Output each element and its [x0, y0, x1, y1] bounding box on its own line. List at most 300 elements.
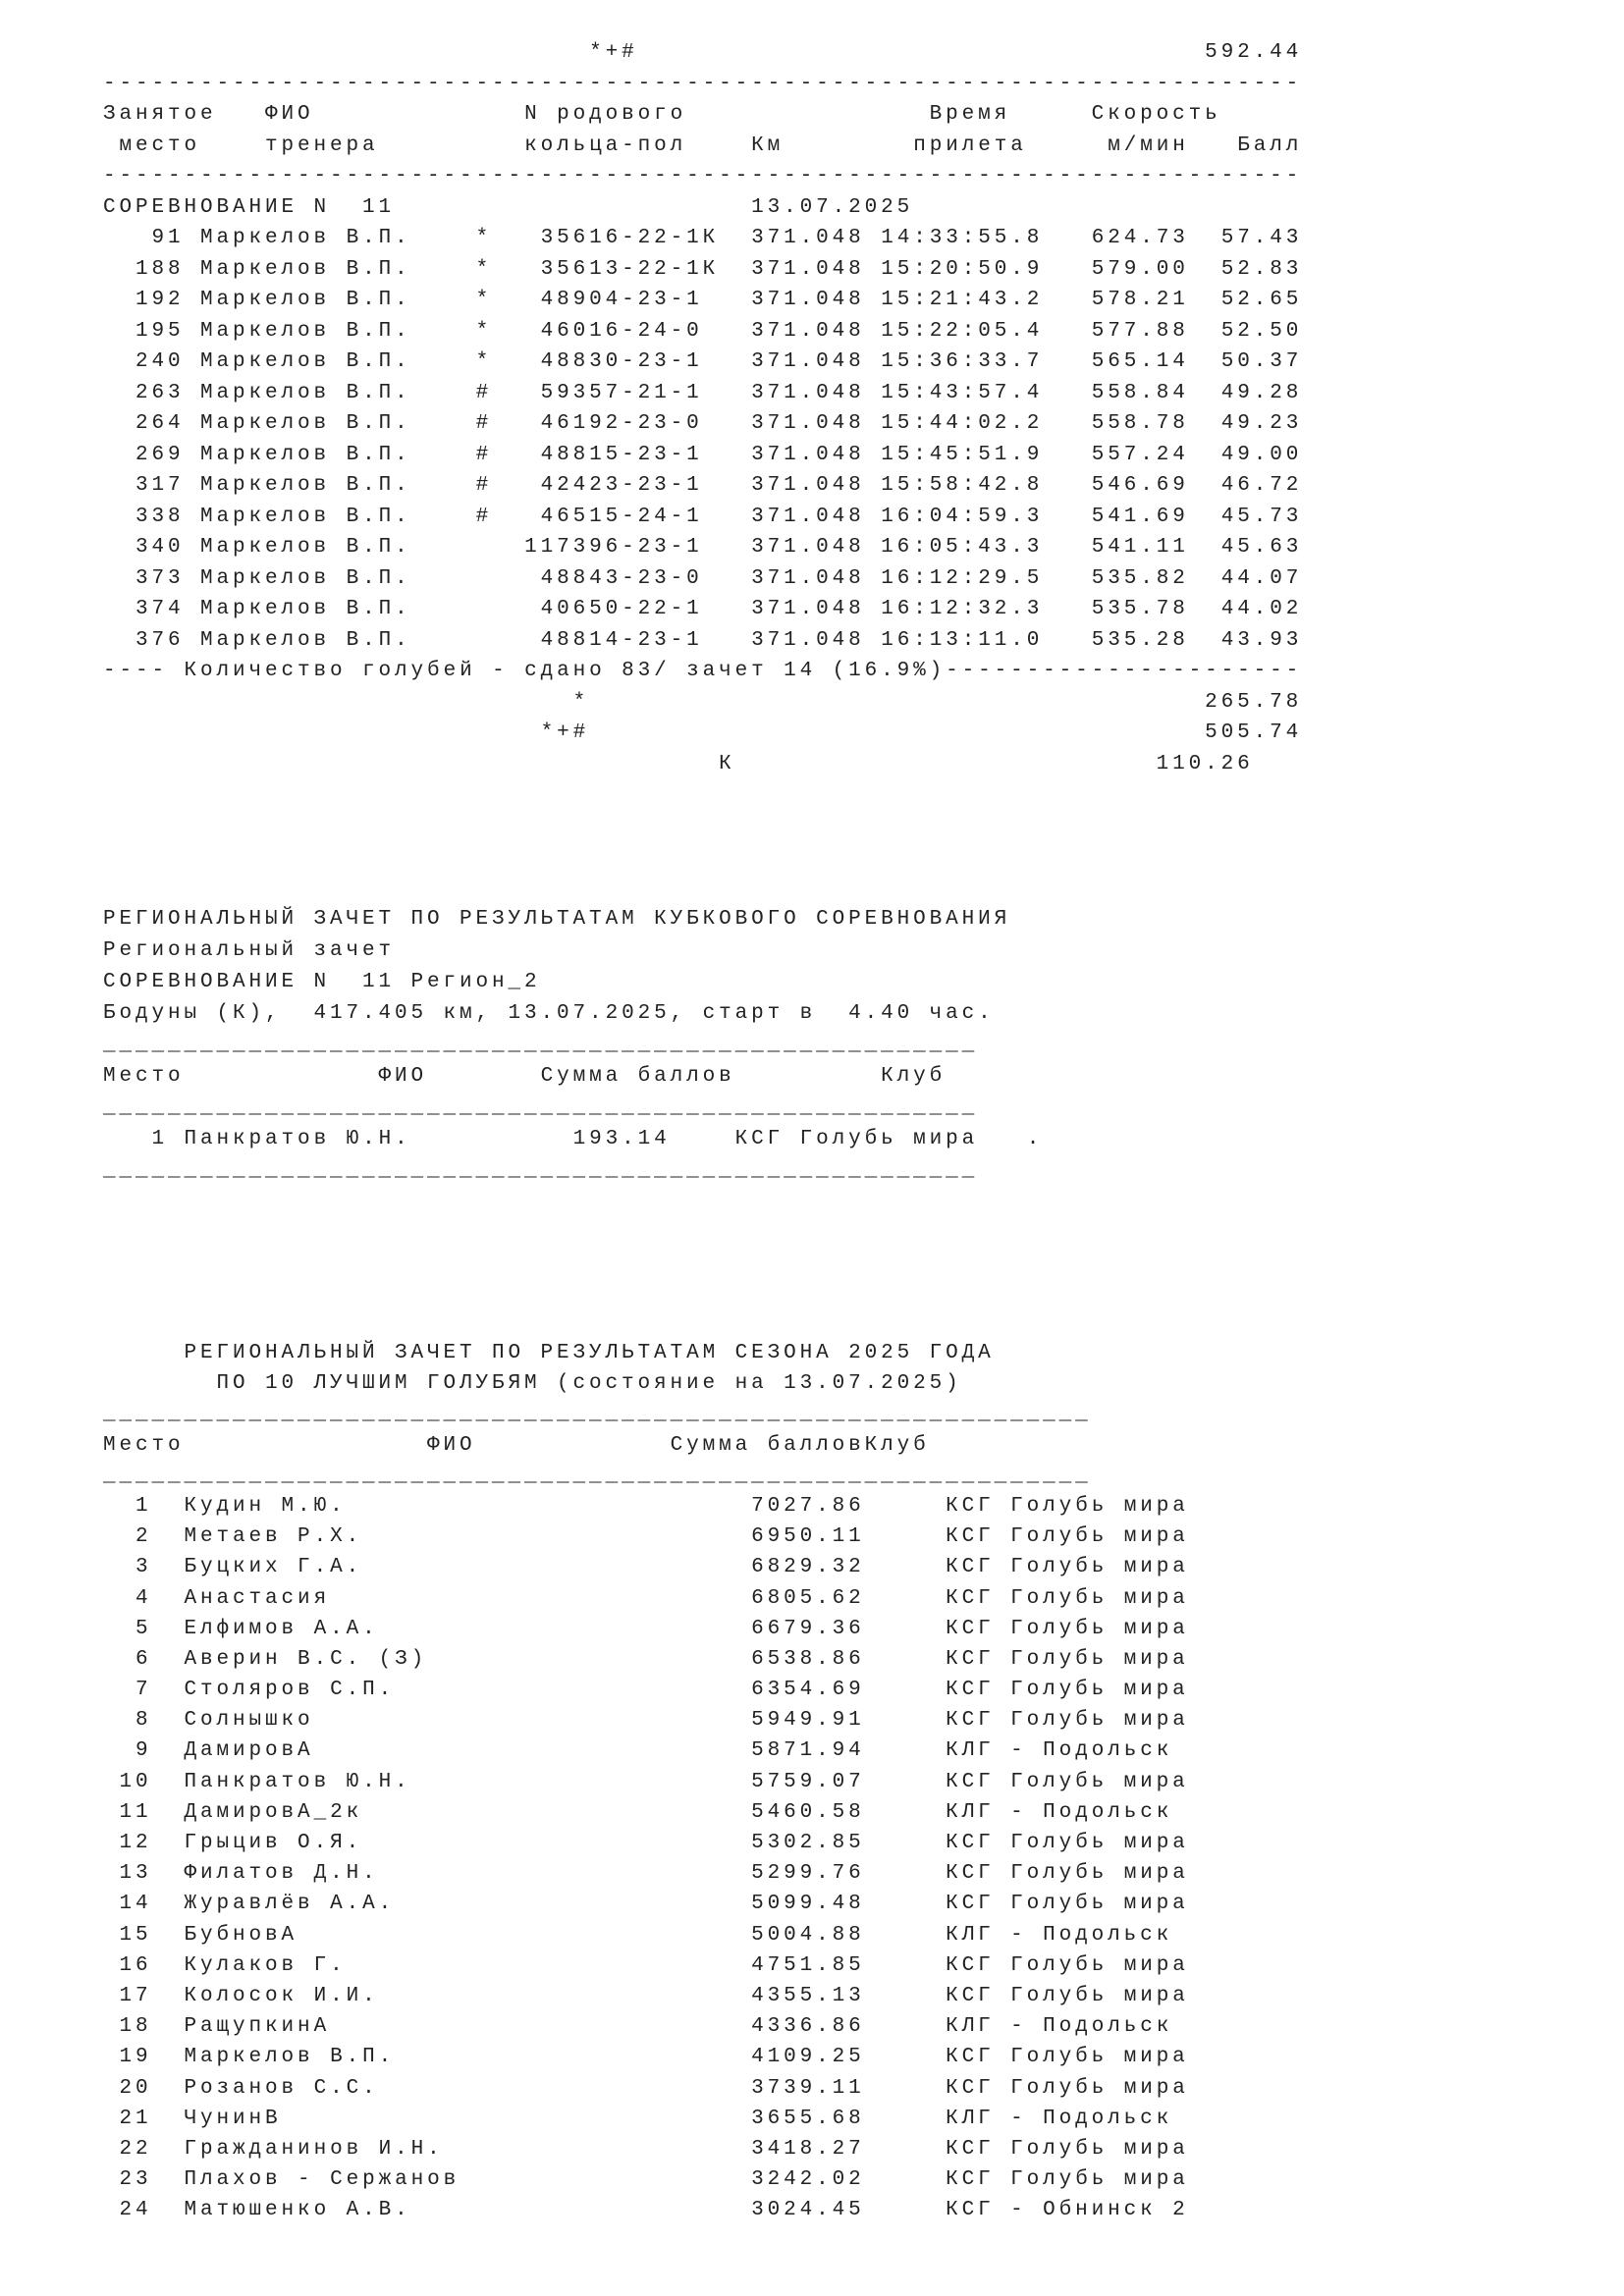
place-cell: 340 — [135, 536, 185, 559]
sum-cell: 4336.86 — [751, 2015, 865, 2039]
club-cell: КСГ Голубь мира — [946, 2046, 1189, 2069]
header-fio: тренера — [265, 133, 379, 157]
header-place: Занятое — [103, 103, 217, 126]
sum-cell: 3739.11 — [751, 2076, 865, 2100]
trainer-cell: Маркелов В.П. — [200, 505, 411, 528]
place-cell: 23 — [119, 2168, 152, 2192]
club-cell: КСГ Голубь мира — [946, 2137, 1189, 2161]
arrival-time-cell: 16:13:11.0 — [881, 628, 1044, 652]
sum-cell: 5099.48 — [751, 1893, 865, 1916]
result-row — [103, 1644, 1624, 1675]
place-cell: 16 — [119, 1953, 152, 1977]
fio-cell: Плахов - Сержанов — [184, 2168, 460, 2192]
total-mark: К — [719, 752, 735, 775]
fio-cell: Гражданинов И.Н. — [184, 2137, 444, 2161]
total-mark: *+# — [540, 721, 590, 744]
competition-name: СОРЕВНОВАНИЕ N 11 — [103, 195, 396, 219]
sum-cell: 5759.07 — [751, 1770, 865, 1793]
total-mark: * — [572, 690, 590, 714]
sum-cell: 6829.32 — [751, 1556, 865, 1579]
note-cell: . — [1026, 1128, 1044, 1150]
place-cell: 373 — [135, 566, 185, 590]
place-cell: 13 — [119, 1862, 152, 1886]
total-line — [103, 749, 1624, 780]
sum-cell: 5460.58 — [751, 1800, 865, 1824]
result-row — [103, 502, 1624, 533]
speed-cell: 535.78 — [1091, 598, 1189, 620]
distance-cell: 371.048 — [751, 536, 865, 559]
total-value: 265.78 — [1205, 690, 1303, 714]
ring-cell: 48814-23-1 — [540, 628, 703, 652]
fio-cell: Анастасия — [184, 1586, 331, 1610]
result-row — [103, 2164, 1624, 2195]
result-row — [103, 1614, 1624, 1644]
header-club: Клуб — [881, 1065, 947, 1088]
club-cell: КСГ Голубь мира — [946, 1556, 1189, 1579]
arrival-time-cell: 16:12:29.5 — [881, 566, 1044, 590]
club-cell: КСГ Голубь мира — [946, 1586, 1189, 1610]
result-row — [103, 470, 1624, 502]
place-cell: 338 — [135, 505, 185, 528]
place-cell: 15 — [119, 1923, 152, 1947]
place-cell: 12 — [119, 1832, 152, 1854]
section-subtitle: ПО 10 ЛУЧШИМ ГОЛУБЯМ (состояние на 13.07.2025) — [216, 1372, 962, 1396]
points-cell: 52.50 — [1220, 319, 1303, 343]
mark-cell: * — [475, 289, 493, 311]
mark-cell: # — [475, 412, 493, 435]
club-cell: КСГ Голубь мира — [946, 1984, 1189, 2007]
header-speed: м/мин — [1108, 133, 1189, 157]
speed-cell: 541.69 — [1091, 505, 1189, 528]
place-cell: 10 — [119, 1770, 152, 1793]
points-cell: 49.28 — [1220, 381, 1303, 404]
distance-cell: 371.048 — [751, 381, 865, 404]
ring-cell: 46192-23-0 — [540, 412, 703, 435]
trainer-cell: Маркелов В.П. — [200, 381, 411, 404]
fio-cell: Кудин М.Ю. — [184, 1494, 347, 1518]
place-cell: 188 — [135, 257, 185, 281]
place-cell: 91 — [151, 227, 185, 249]
trainer-cell: Маркелов В.П. — [200, 443, 411, 466]
result-row — [103, 223, 1624, 254]
ring-cell: 48843-23-0 — [540, 566, 703, 590]
result-row — [103, 1522, 1624, 1552]
header-fio: ФИО — [265, 103, 314, 126]
place-cell: 22 — [119, 2137, 152, 2161]
distance-cell: 371.048 — [751, 350, 865, 373]
result-row — [103, 2134, 1624, 2164]
ring-cell: 40650-22-1 — [540, 598, 703, 620]
header-place: Место — [103, 1065, 185, 1088]
result-row — [103, 1675, 1624, 1705]
fio-cell: Кулаков Г. — [184, 1953, 347, 1977]
place-cell: 317 — [135, 474, 185, 497]
club-cell: КСГ Голубь мира — [734, 1128, 979, 1150]
sum-cell: 5302.85 — [751, 1832, 865, 1854]
place-cell: 1 — [135, 1494, 152, 1518]
page-total-marks: *+# — [589, 41, 638, 64]
result-row — [103, 440, 1624, 471]
result-row — [103, 347, 1624, 378]
arrival-time-cell: 15:36:33.7 — [881, 350, 1044, 373]
fio-cell: ДамировА_2к — [184, 1800, 363, 1824]
club-cell: КСГ Голубь мира — [946, 1709, 1189, 1733]
sum-cell: 5299.76 — [751, 1862, 865, 1886]
sum-cell: 4109.25 — [751, 2046, 865, 2069]
header-km: Км — [751, 133, 785, 157]
fio-cell: Панкратов Ю.Н. — [184, 1770, 411, 1793]
speed-cell: 558.84 — [1091, 381, 1189, 404]
trainer-cell: Маркелов В.П. — [200, 319, 411, 343]
place-cell: 6 — [135, 1647, 152, 1671]
place-cell: 1 — [151, 1128, 169, 1150]
place-cell: 192 — [135, 289, 185, 311]
mark-cell: * — [475, 227, 493, 249]
ring-cell: 46016-24-0 — [540, 319, 703, 343]
arrival-time-cell: 15:45:51.9 — [881, 443, 1044, 466]
race-info: Бодуны (К), 417.405 км, 13.07.2025, старт в 4.40 час. — [103, 1002, 995, 1025]
header-ring: кольца-пол — [524, 133, 687, 157]
place-cell: 7 — [135, 1679, 152, 1702]
distance-cell: 371.048 — [751, 505, 865, 528]
ring-cell: 59357-21-1 — [540, 381, 703, 404]
competition-line — [103, 192, 1624, 224]
club-cell: КСГ Голубь мира — [946, 1862, 1189, 1886]
trainer-cell: Маркелов В.П. — [200, 566, 411, 590]
sum-cell: 193.14 — [572, 1128, 671, 1150]
club-cell: КСГ Голубь мира — [946, 1679, 1189, 1702]
place-cell: 14 — [119, 1893, 152, 1916]
place-cell: 20 — [119, 2076, 152, 2100]
fio-cell: Солнышко — [184, 1709, 314, 1733]
fio-cell: БубновА — [184, 1923, 298, 1947]
results-header-line-2 — [103, 131, 1624, 162]
sum-cell: 3242.02 — [751, 2168, 865, 2192]
result-row — [103, 1735, 1624, 1766]
page-total-value: 592.44 — [1205, 41, 1303, 64]
place-cell: 264 — [135, 412, 185, 435]
result-row — [103, 2042, 1624, 2072]
fio-cell: Грыцив О.Я. — [184, 1832, 363, 1854]
result-row — [103, 2011, 1624, 2042]
result-row — [103, 2195, 1624, 2225]
points-cell: 45.63 — [1220, 536, 1303, 559]
speed-cell: 579.00 — [1091, 257, 1189, 281]
points-cell: 49.23 — [1220, 412, 1303, 435]
place-cell: 269 — [135, 443, 185, 466]
pigeon-count-summary: Количество голубей - сдано 83/ зачет 14 (16.9%) — [184, 660, 947, 682]
arrival-time-cell: 16:12:32.3 — [881, 598, 1044, 620]
place-cell: 240 — [135, 350, 185, 373]
mark-cell: * — [475, 350, 493, 373]
mark-cell: # — [475, 505, 493, 528]
fio-cell: Колосок И.И. — [184, 1984, 379, 2007]
speed-cell: 535.82 — [1091, 566, 1189, 590]
header-points: Балл — [1237, 133, 1303, 157]
arrival-time-cell: 15:20:50.9 — [881, 257, 1044, 281]
result-row — [103, 1828, 1624, 1858]
competition-name: СОРЕВНОВАНИЕ N 11 Регион_2 — [103, 971, 541, 993]
arrival-time-cell: 14:33:55.8 — [881, 227, 1044, 249]
fio-cell: Столяров С.П. — [184, 1679, 396, 1702]
result-row — [103, 316, 1624, 347]
points-cell: 44.07 — [1220, 566, 1303, 590]
club-cell: КСГ Голубь мира — [946, 2168, 1189, 2192]
fio-cell: Маркелов В.П. — [184, 2046, 396, 2069]
sum-cell: 3655.68 — [751, 2107, 865, 2130]
sum-cell: 5871.94 — [751, 1739, 865, 1763]
distance-cell: 371.048 — [751, 598, 865, 620]
sum-cell: 5004.88 — [751, 1923, 865, 1947]
season-table-header — [103, 1430, 1624, 1461]
result-row — [103, 1797, 1624, 1828]
distance-cell: 371.048 — [751, 412, 865, 435]
sum-cell: 4355.13 — [751, 1984, 865, 2007]
header-fio: ФИО — [427, 1433, 476, 1457]
cup-table-header — [103, 1061, 1624, 1093]
place-cell: 4 — [135, 1586, 152, 1610]
sum-cell: 6354.69 — [751, 1679, 865, 1702]
underscore-separator: _____________________________________________________________ — [103, 1464, 1092, 1487]
place-cell: 11 — [119, 1800, 152, 1824]
result-row — [103, 378, 1624, 409]
arrival-time-cell: 15:58:42.8 — [881, 474, 1044, 497]
ring-cell: 48830-23-1 — [540, 350, 703, 373]
distance-cell: 371.048 — [751, 443, 865, 466]
trainer-cell: Маркелов В.П. — [200, 628, 411, 652]
result-row — [103, 1552, 1624, 1582]
arrival-time-cell: 15:22:05.4 — [881, 319, 1044, 343]
points-cell: 46.72 — [1220, 474, 1303, 497]
place-cell: 21 — [119, 2107, 152, 2130]
place-cell: 8 — [135, 1709, 152, 1733]
sum-cell: 3024.45 — [751, 2199, 865, 2222]
fio-cell: ЧунинВ — [184, 2107, 282, 2130]
club-cell: КСГ Голубь мира — [946, 1494, 1189, 1518]
fio-cell: Метаев Р.Х. — [184, 1525, 363, 1549]
place-cell: 18 — [119, 2015, 152, 2039]
ring-cell: 117396-23-1 — [524, 536, 703, 559]
header-place: место — [119, 133, 201, 157]
season-standings-table — [103, 1399, 1624, 2225]
result-row — [103, 2104, 1624, 2134]
trainer-cell: Маркелов В.П. — [200, 257, 411, 281]
club-cell: КЛГ - Подольск — [946, 1923, 1173, 1947]
distance-cell: 371.048 — [751, 227, 865, 249]
arrival-time-cell: 16:04:59.3 — [881, 505, 1044, 528]
header-sum: Сумма баллов — [540, 1065, 735, 1088]
report-total-line — [103, 37, 1624, 69]
trainer-cell: Маркелов В.П. — [200, 227, 411, 249]
speed-cell: 541.11 — [1091, 536, 1189, 559]
speed-cell: 557.24 — [1091, 443, 1189, 466]
points-cell: 49.00 — [1220, 443, 1303, 466]
distance-cell: 371.048 — [751, 628, 865, 652]
place-cell: 24 — [119, 2199, 152, 2222]
section-title: РЕГИОНАЛЬНЫЙ ЗАЧЕТ ПО РЕЗУЛЬТАТАМ КУБКОВОГО СОРЕВНОВАНИЯ — [103, 908, 1011, 931]
result-row — [103, 408, 1624, 440]
underscore-separator: ______________________________________________________ — [103, 1034, 979, 1056]
result-row — [103, 532, 1624, 563]
result-row — [103, 1491, 1624, 1522]
place-cell: 19 — [119, 2046, 152, 2069]
result-row — [103, 1705, 1624, 1735]
result-row — [103, 1124, 1624, 1155]
mark-cell: # — [475, 443, 493, 466]
trainer-cell: Маркелов В.П. — [200, 474, 411, 497]
place-cell: 2 — [135, 1525, 152, 1549]
points-cell: 52.83 — [1220, 257, 1303, 281]
cup-standings-table — [103, 1030, 1624, 1187]
result-row — [103, 1858, 1624, 1889]
ring-cell: 35616-22-1К — [540, 227, 720, 249]
sum-cell: 6950.11 — [751, 1525, 865, 1549]
section-title: РЕГИОНАЛЬНЫЙ ЗАЧЕТ ПО РЕЗУЛЬТАТАМ СЕЗОНА 2025 ГОДА — [184, 1342, 995, 1364]
result-row — [103, 1950, 1624, 1981]
trainer-cell: Маркелов В.П. — [200, 350, 411, 373]
place-cell: 376 — [135, 628, 185, 652]
ring-cell: 35613-22-1К — [540, 257, 720, 281]
underscore-separator: _____________________________________________________________ — [103, 1403, 1092, 1426]
results-header-line-1 — [103, 99, 1624, 131]
mark-cell: # — [475, 381, 493, 404]
mark-cell: * — [475, 257, 493, 281]
trainer-cell: Маркелов В.П. — [200, 536, 411, 559]
arrival-time-cell: 15:21:43.2 — [881, 289, 1044, 311]
regional-cup-section — [103, 904, 1624, 1187]
speed-cell: 546.69 — [1091, 474, 1189, 497]
result-row — [103, 625, 1624, 657]
total-value: 110.26 — [1156, 752, 1254, 775]
result-row — [103, 254, 1624, 286]
header-place: Место — [103, 1433, 185, 1457]
points-cell: 45.73 — [1220, 505, 1303, 528]
ring-cell: 42423-23-1 — [540, 474, 703, 497]
club-cell: КСГ Голубь мира — [946, 1617, 1189, 1640]
place-cell: 9 — [135, 1739, 152, 1763]
distance-cell: 371.048 — [751, 257, 865, 281]
fio-cell: Розанов С.С. — [184, 2076, 379, 2100]
arrival-time-cell: 15:44:02.2 — [881, 412, 1044, 435]
speed-cell: 558.78 — [1091, 412, 1189, 435]
place-cell: 374 — [135, 598, 185, 620]
header-club: Клуб — [864, 1433, 930, 1457]
section-subtitle: Региональный зачет — [103, 939, 396, 962]
underscore-separator: ______________________________________________________ — [103, 1096, 979, 1119]
arrival-time-cell: 15:43:57.4 — [881, 381, 1044, 404]
sum-cell: 4751.85 — [751, 1953, 865, 1977]
points-cell: 44.02 — [1220, 598, 1303, 620]
fio-cell: Панкратов Ю.Н. — [184, 1128, 411, 1150]
ring-cell: 46515-24-1 — [540, 505, 703, 528]
points-cell: 52.65 — [1220, 289, 1303, 311]
sum-cell: 7027.86 — [751, 1494, 865, 1518]
trainer-cell: Маркелов В.П. — [200, 598, 411, 620]
distance-cell: 371.048 — [751, 289, 865, 311]
club-cell: КСГ - Обнинск 2 — [946, 2199, 1189, 2222]
header-time: Время — [929, 103, 1011, 126]
fio-cell: РащупкинА — [184, 2015, 331, 2039]
club-cell: КСГ Голубь мира — [946, 1770, 1189, 1793]
speed-cell: 624.73 — [1091, 227, 1189, 249]
dashed-separator: -------------------------------------------------------------------------- — [103, 72, 1303, 95]
distance-cell: 371.048 — [751, 474, 865, 497]
speed-cell: 535.28 — [1091, 628, 1189, 652]
arrival-time-cell: 16:05:43.3 — [881, 536, 1044, 559]
header-sum: Сумма баллов — [670, 1433, 865, 1457]
race-results-section — [103, 37, 1624, 779]
mark-cell: # — [475, 474, 493, 497]
header-ring: N родового — [524, 103, 687, 126]
result-row — [103, 1767, 1624, 1797]
sum-cell: 3418.27 — [751, 2137, 865, 2161]
result-row — [103, 563, 1624, 595]
competition-date: 13.07.2025 — [751, 195, 914, 219]
result-row — [103, 1583, 1624, 1614]
speed-cell: 577.88 — [1091, 319, 1189, 343]
fio-cell: Филатов Д.Н. — [184, 1862, 379, 1886]
fio-cell: Елфимов А.А. — [184, 1617, 379, 1640]
dashed-separator: -------------------------------------------------------------------------- — [103, 165, 1303, 187]
fio-cell: Матюшенко А.В. — [184, 2199, 411, 2222]
trainer-cell: Маркелов В.П. — [200, 412, 411, 435]
header-time: прилета — [913, 133, 1027, 157]
speed-cell: 565.14 — [1091, 350, 1189, 373]
club-cell: КСГ Голубь мира — [946, 1832, 1189, 1854]
club-cell: КЛГ - Подольск — [946, 2015, 1173, 2039]
sum-cell: 6538.86 — [751, 1647, 865, 1671]
season-standings-section — [103, 1338, 1624, 2225]
ring-cell: 48904-23-1 — [540, 289, 703, 311]
place-cell: 17 — [119, 1984, 152, 2007]
fio-cell: ДамировА — [184, 1739, 314, 1763]
total-line — [103, 687, 1624, 719]
result-row — [103, 285, 1624, 316]
total-line — [103, 718, 1624, 749]
place-cell: 263 — [135, 381, 185, 404]
result-row — [103, 1981, 1624, 2011]
count-summary-line: ---- Количество голубей - сдано 83/ зачет 14 (16.9%)---------------------- — [103, 660, 1303, 682]
place-cell: 3 — [135, 1556, 152, 1579]
club-cell: КЛГ - Подольск — [946, 1800, 1173, 1824]
club-cell: КЛГ - Подольск — [946, 1739, 1173, 1763]
result-row — [103, 594, 1624, 625]
club-cell: КСГ Голубь мира — [946, 1953, 1189, 1977]
distance-cell: 371.048 — [751, 319, 865, 343]
club-cell: КСГ Голубь мира — [946, 1893, 1189, 1916]
club-cell: КСГ Голубь мира — [946, 2076, 1189, 2100]
club-cell: КСГ Голубь мира — [946, 1647, 1189, 1671]
points-cell: 43.93 — [1220, 628, 1303, 652]
result-row — [103, 2073, 1624, 2104]
total-value: 505.74 — [1205, 721, 1303, 744]
sum-cell: 5949.91 — [751, 1709, 865, 1733]
fio-cell: Журавлёв А.А. — [184, 1893, 396, 1916]
result-row — [103, 1889, 1624, 1919]
club-cell: КСГ Голубь мира — [946, 1525, 1189, 1549]
mark-cell: * — [475, 319, 493, 343]
underscore-separator: ______________________________________________________ — [103, 1159, 979, 1182]
fio-cell: Буцких Г.А. — [184, 1556, 363, 1579]
header-speed: Скорость — [1091, 103, 1221, 126]
place-cell: 195 — [135, 319, 185, 343]
sum-cell: 6679.36 — [751, 1617, 865, 1640]
header-fio: ФИО — [378, 1065, 428, 1088]
place-cell: 5 — [135, 1617, 152, 1640]
speed-cell: 578.21 — [1091, 289, 1189, 311]
distance-cell: 371.048 — [751, 566, 865, 590]
points-cell: 50.37 — [1220, 350, 1303, 373]
